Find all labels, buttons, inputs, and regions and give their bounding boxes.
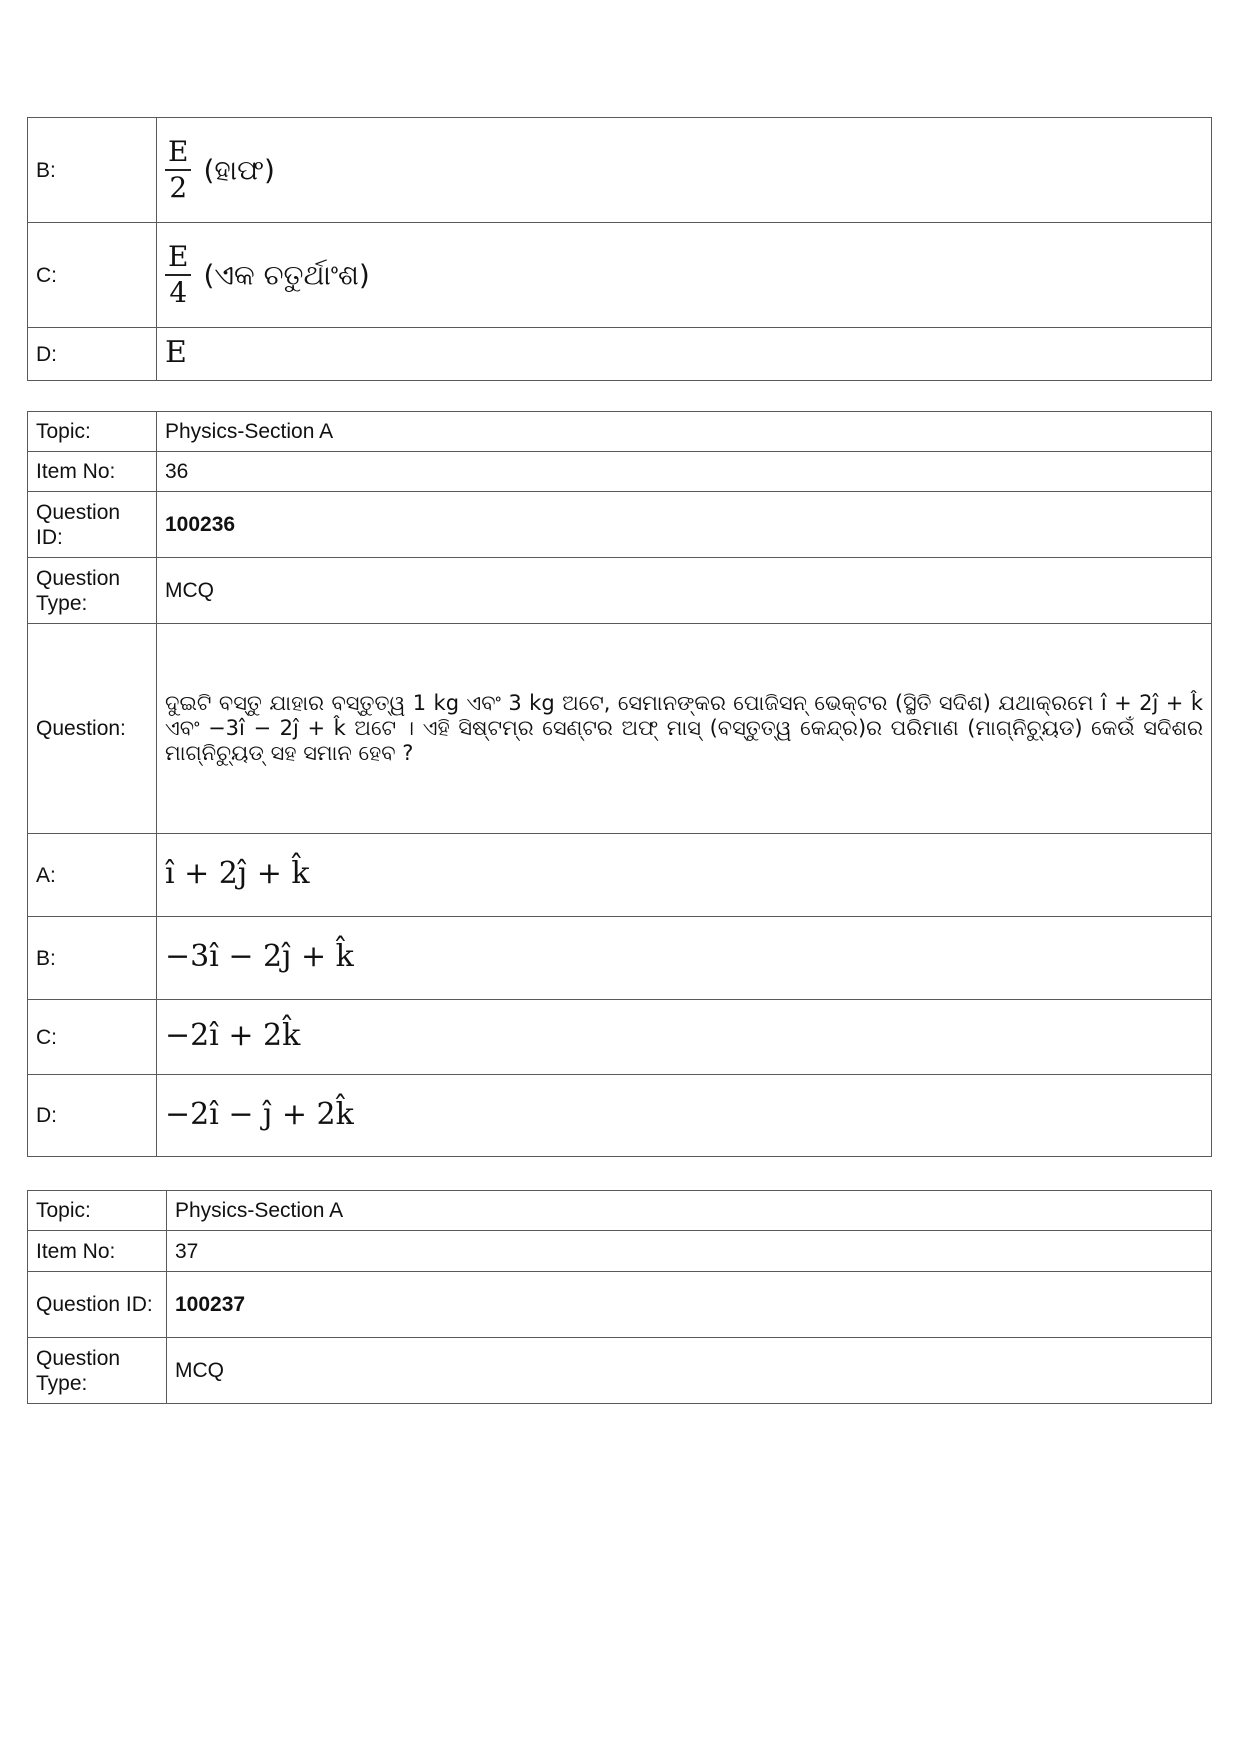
- fraction-denominator: 2: [169, 171, 188, 204]
- fraction-denominator: 4: [169, 276, 188, 309]
- option-row: [28, 223, 1212, 328]
- option-label: D:: [28, 1075, 157, 1157]
- option-value: [157, 834, 1212, 917]
- fraction-numerator: E: [165, 136, 191, 171]
- option-label: D:: [28, 328, 157, 381]
- question-text: ଦୁଇଟି ବସ୍ତୁ ଯାହାର ବସ୍ତୁତ୍ୱ 1 kg ଏବଂ 3 kg ଅଟେ, ସେମାନଙ୍କର ପୋଜିସନ୍ ଭେକ୍ଟର (ସ୍ଥିତି ସଦିଶ) ଯଥାକ୍ରମେ î + 2ĵ + k̂ ଏବଂ −3î − 2ĵ + k̂ ଅଟେ । ଏହି ସିଷ୍ଟମ୍‌ର ସେଣ୍ଟର ଅଫ୍ ମାସ୍ (ବସ୍ତୁତ୍ୱ କେନ୍ଦ୍ର)ର ପରିମାଣ (ମାଗ୍ନିଚ୍ୟୁଡ) କେଉଁ ସଦିଶର ମାଗ୍ନିଚ୍ୟୁଡ୍ ସହ ସମାନ ହେବ ?: [157, 624, 1212, 834]
- question-type-value: MCQ: [157, 558, 1212, 624]
- option-math: î + 2ĵ + k̂: [165, 856, 310, 891]
- option-value: [157, 328, 1212, 381]
- question-id-label: Question ID:: [28, 492, 157, 558]
- option-math: −2î + 2k̂: [165, 1018, 301, 1053]
- question-type-value: MCQ: [167, 1338, 1212, 1404]
- question-row: [28, 624, 1212, 834]
- option-math: −3î − 2ĵ + k̂: [165, 939, 354, 974]
- topic-label: Topic:: [28, 1191, 167, 1231]
- option-text: (ଏକ ଚତୁର୍ଥାଂଶ): [203, 258, 370, 292]
- topic-value: Physics-Section A: [157, 412, 1212, 452]
- question-id-label: Question ID:: [28, 1272, 167, 1338]
- option-row: [28, 917, 1212, 1000]
- option-text: (ହାଫ): [203, 153, 275, 187]
- question-type-row: [28, 558, 1212, 624]
- option-value: [157, 1075, 1212, 1157]
- item-no-label: Item No:: [28, 452, 157, 492]
- fraction: [165, 136, 191, 204]
- topic-row: [28, 1191, 1212, 1231]
- question-type-label: Question Type:: [28, 1338, 167, 1404]
- question-type-label: Question Type:: [28, 558, 157, 624]
- option-row: [28, 1075, 1212, 1157]
- option-label: B:: [28, 917, 157, 1000]
- fraction: [165, 241, 191, 309]
- question-label: Question:: [28, 624, 157, 834]
- question-type-row: [28, 1338, 1212, 1404]
- item-no-row: [28, 1231, 1212, 1272]
- option-value: [157, 118, 1212, 223]
- item-no-value: 36: [157, 452, 1212, 492]
- question-id-value: 100237: [167, 1272, 1212, 1338]
- question-id-row: [28, 1272, 1212, 1338]
- prev-question-options-table: [27, 117, 1212, 381]
- question-37-table: [27, 1190, 1212, 1404]
- option-row: [28, 1000, 1212, 1075]
- option-value: [157, 223, 1212, 328]
- option-math: E: [165, 335, 187, 370]
- option-value: [157, 1000, 1212, 1075]
- option-label: C:: [28, 1000, 157, 1075]
- option-value: [157, 917, 1212, 1000]
- option-label: C:: [28, 223, 157, 328]
- item-no-value: 37: [167, 1231, 1212, 1272]
- option-row: [28, 834, 1212, 917]
- question-id-value: 100236: [157, 492, 1212, 558]
- option-label: A:: [28, 834, 157, 917]
- fraction-numerator: E: [165, 241, 191, 276]
- question-id-row: [28, 492, 1212, 558]
- option-row: [28, 328, 1212, 381]
- topic-label: Topic:: [28, 412, 157, 452]
- question-36-table: [27, 411, 1212, 1157]
- option-row: [28, 118, 1212, 223]
- topic-value: Physics-Section A: [167, 1191, 1212, 1231]
- option-math: −2î − ĵ + 2k̂: [165, 1096, 354, 1132]
- item-no-row: [28, 452, 1212, 492]
- item-no-label: Item No:: [28, 1231, 167, 1272]
- option-label: B:: [28, 118, 157, 223]
- topic-row: [28, 412, 1212, 452]
